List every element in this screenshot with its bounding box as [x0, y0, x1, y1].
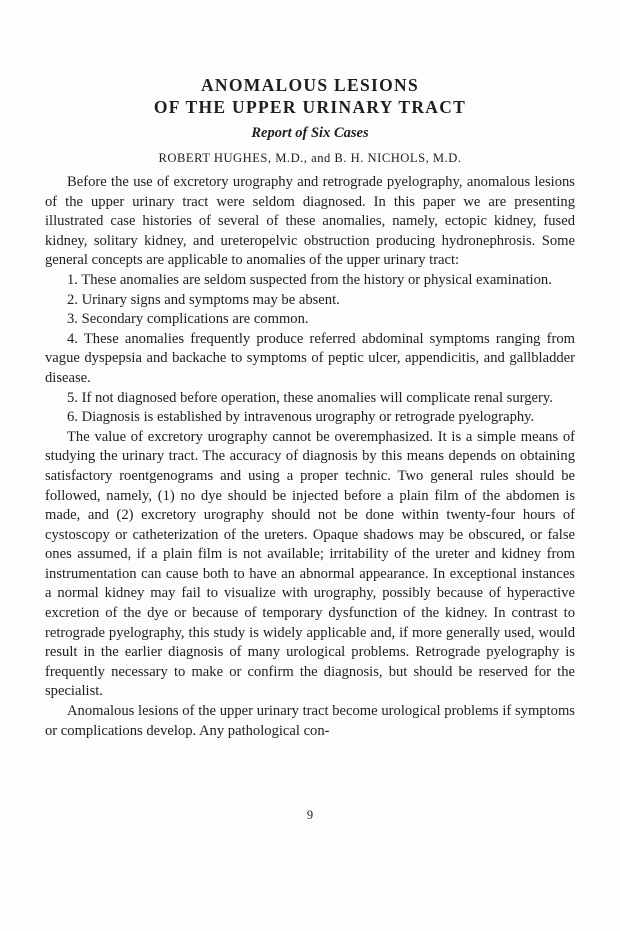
concept-item-5: 5. If not diagnosed before operation, these anomalies will complicate renal surgery. [67, 389, 553, 406]
intro-paragraph: Before the use of excretory urography and retrograde pyelography, anomalous lesions of the upper urinary tract were seldom diagnosed. In this paper we are presenting illustrated case histories of several of these anomalies, namely, ectopic kidney, fused kidney, solitary kidney, and ureteropelvic obstruction producing hydronephrosis. Some general concepts are applicable to anomalies of the upper urinary tract: [45, 174, 575, 269]
article-body [45, 173, 575, 741]
concept-item-3: 3. Secondary complications are common. [67, 311, 309, 328]
article-subtitle: Report of Six Cases [251, 125, 369, 141]
article-title-line-1: ANOMALOUS LESIONS [200, 75, 420, 95]
closing-paragraph: Anomalous lesions of the upper urinary tract become urological problems if symptoms or complications develop. Any pathological con- [45, 703, 575, 739]
concept-item-4: 4. These anomalies frequently produce referred abdominal symptoms ranging from vague dyspepsia and backache to symptoms of peptic ulcer, appendicitis, and gallbladder disease. [45, 330, 575, 386]
concept-item-6: 6. Diagnosis is established by intravenous urography or retrograde pyelography. [67, 409, 535, 426]
article [45, 70, 575, 741]
concept-item-2: 2. Urinary signs and symptoms may be absent. [67, 291, 340, 308]
urography-paragraph: The value of excretory urography cannot be overemphasized. It is a simple means of studying the urinary tract. The accuracy of diagnosis by this means depends on obtaining satisfactory roentgenograms and using a proper technic. Two general rules should be followed, namely, (1) no dye should be injected before a plain film of the abdomen is made, and (2) excretory urography should not be done within twenty-four hours of cystoscopy or catheterization of the ureters. Opaque shadows may be obscured, or false ones assumed, if a plain film is not available; irritability of the ureter and kidney from instrumentation can cause both to have an abnormal appearance. In exceptional instances a normal kidney may fail to visualize with urography, possibly because of hyperactive excretion of the dye or because of temporary dysfunction of the kidney. In contrast to retrograde pyelography, this study is widely applicable and, if more generally used, would result in the earlier diagnosis of many urological problems. Retrograde pyelography is frequently necessary to make or confirm the diagnosis, but should be reserved for the specialist. [45, 428, 575, 700]
page-number: 9 [306, 808, 314, 822]
article-title-line-2: OF THE UPPER URINARY TRACT [153, 97, 467, 117]
author-byline: ROBERT HUGHES, M.D., and B. H. NICHOLS, M.D. [158, 151, 462, 165]
concept-item-1: 1. These anomalies are seldom suspected from the history or physical examination. [67, 271, 552, 288]
